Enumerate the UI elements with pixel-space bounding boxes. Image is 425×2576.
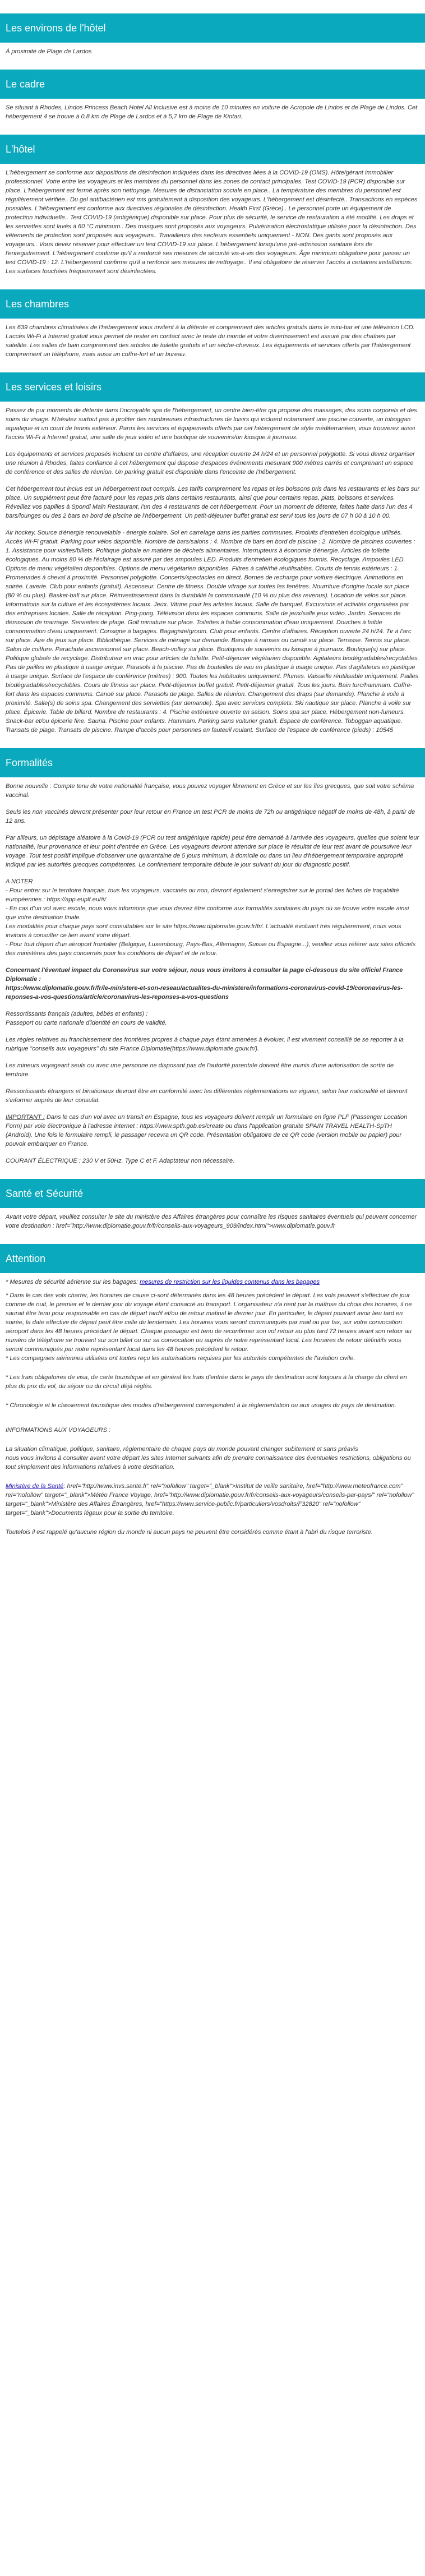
formalites-para-10 [6,1113,419,1149]
attention-para-7 [6,1482,419,1518]
attention-para-8: Toutefois il est rappelé qu'aucune région du monde ni aucun pays ne peuvent être considérés comme étant à l'abri du risque terroriste. [6,1529,373,1536]
formalites-para-1: Bonne nouvelle : Compte tenu de votre nationalité française, vous pouvez voyager librement en Grèce et sur les îles grecques, que soit votre schéma vaccinal. [6,783,416,799]
important-label: IMPORTANT : [6,1114,45,1121]
section-body-cadre [0,99,425,135]
attention-para-3: * Les frais obligatoires de visa, de carte touristique et en général les frais d'entrée dans le pays de destination sont toujours à la charge du client en plus du prix du vol, du séjour ou du circuit déjà réglés. [6,1374,409,1390]
section-header-sante: Santé et Sécurité [0,1179,425,1208]
services-para-4: Air hockey. Source d'énergie renouvelable - énergie solaire. Sol en carrelage dans les parties communes. Produits d'entretien écologique utilisés. Accès Wi-Fi gratuit. Parking pour vélos disponible. Nombre de bars/salons : 4. Nombre de bars en bord de piscine : 2. Nombre de piscines couvertes : 1. Assistance pour visites/billets. Politique globale en matière de déchets alimentaires. Interrupteurs à économie d'énergie. Articles de toilette écologiques. Au moins 80 % de l'éclairage est assuré par des ampoules LED. Produits d'entretien écologiques fournis. Recyclage. Ampoules LED. Options de menu végétalien disponibles. Options de menu végétarien disponibles. Filtres à café/thé réutilisables. Courts de tennis extérieurs : 1. Promenades à cheval à proximité. Personnel polyglotte. Concerts/spectacles en direct. Bornes de recharge pour voiture électrique. Animations en soirée. Laverie. Club pour enfants (gratuit). Ascenseur. Centre de fitness. Double vitrage sur toutes les fenêtres. Nourriture d'origine locale sur place (80 % ou plus). Basket-ball sur place. Réinvestissement dans la durabilité la communauté (10 % ou plus des revenus). Location de vélos sur place. Informations sur la culture et les écosystèmes locaux. Jeux. Vitrine pour les artistes locaux. Salle de banquet. Excursions et activités organisées par des entreprises locales. Salle de réception. Ping-pong. Télévision dans les espaces communs. Salle de jeux/salle jeux vidéo. Jardin. Services de démission de marriage. Serviettes de plage. Golf miniature sur place. Toilettes à faible consommation d'eau uniquement. Douches à faible consommation d'eau uniquement. Consigne à bagages. Bagagiste/groom. Club pour enfants. Centre d'affaires. Réception ouverte 24 h/24. Tir à l'arc sur place. Aire de jeux sur place. Bibliothèque. Services de ménage sur demande. Banque à ramses ou canoë sur place. Terrasse. Tennis sur place. Salon de coiffure. Parachute ascensionnel sur place. Beach-volley sur place. Boutiques de souvenirs ou kiosque à journaux. Boutique(s) sur place. Politique globale de recyclage. Distributeur en vrac pour articles de toilette. Petit-déjeuner végétarien disponible. Agitateurs biodégradables/recyclables. Pas de pailles en plastique à usage unique. Parasols à la piscine. Pas de bouteilles de eau en plastique à usage unique. Pas d'agitateurs en plastique à usage unique. Surface de l'espace de conférence (mètres) : 900. Toutes les habitudes uniquement. Plumes. Vaisselle réutilisable uniquement. Pailles biodégradables/recyclables. Cours de fitness sur place. Petit-déjeuner buffet gratuit. Petit-déjeuner gratuit. Tous les jours. Bain turc/hammam. Coffre-fort dans les espaces communs. Canoë sur place. Parasols de plage. Salles de réunion. Changement des draps (sur demande). Planche à voile à proximité. Salle(s) de soins spa. Changement des serviettes (sur demande). Spa avec services complets. Ski nautique sur place. Planche à voile sur place. Épicerie. Table de billard. Nombre de restaurants : 4. Piscine extérieure ouverte en saison. Soins spa sur place. Hébergement non-fumeurs. Snack-bar et/ou épicerie fine. Sauna. Piscine pour enfants. Hammam. Parking sans voiturier gratuit. Espace de conférence. Toboggan aquatique. Transats de plage. Transats de piscine. Rampe d'accès pour personnes en fauteuil roulant. Surface de l'espace de conférence (pieds) : 10545 [6,529,421,734]
attention-para-4: * Chronologie et le classement touristique des modes d'hébergement correspondent à la réglementation ou aux usages du pays de destination. [6,1402,396,1409]
formalites-para-6: Ressortissants français (adultes, bébés et enfants) : Passeport ou carte nationale d'identité en cours de validité. [6,1011,167,1026]
section-body-hotel [0,164,425,289]
formalites-para-8: Les mineurs voyageant seuls ou avec une personne ne disposant pas de l'autorité parentale doivent être munis d'une autorisation de sortie de territoire. [6,1062,396,1078]
section-body-chambres [0,319,425,372]
formalites-para-2: Seuls les non vaccinés devront présenter pour leur retour en France un test PCR de moins de 72h ou antigénique négatif de moins de 48h, à partir de 12 ans. [6,809,417,824]
formalites-para-4: A NOTER - Pour entrer sur le territoire français, tous les voyageurs, vaccinés ou non, devront également s'enregistrer sur le portail des fiches de traçabilité européennes : https://app.euplf.eu/#/ - En cas d'un vol avec escale, nous vous informons que vous devrez être conforme aux formalités sanitaires du pays où se trouve votre escale ainsi que votre destination finale. Les modalités pour chaque pays sont consultables sur le site https://www.diplomatie.gouv.fr/fr/. L'actualité évoluant très régulièrement, nous vous invitons à consulter ce lien avant votre départ. - Pour tout départ d'un aéroport frontalier (Belgique, Luxembourg, Pays-Bas, Allemagne, Suisse ou Espagne...), veuillez vous référer aux sites officiels des ministères des pays concernés pour les conditions de départ et de retour. [6,878,416,957]
attention-para-2: * Dans le cas des vols charter, les horaires de cause ci-sont déterminés dans les 48 heures précédent le départ. Les vols peuvent s'effectuer de jour comme de nuit, le premier et le dernier jour du voyage étant consacré au transport. L'organisateur n'a rient par la maîtrise du choix des horaires, il ne saurait être tenu pour responsable en cas de départ tardif et/ou de retour matinal le dernier jour. En particulier, le départ pouvant avoir lieu tard en soirée, la date effective de départ peut être celle du lendemain. Les horaires vous seront communiqués par mail ou par fax, sur votre convocation aéroport dans les 48 heures précédant le départ. Chaque passager est tenu de reconfirmer son vol retour au plus tard 72 heures avant son retour au numéro de téléphone se trouvant sur son billet ou sur sa convocation ou auprès de notre représentant local. Les horaires de retour définitifs vous seront communiqués par notre représentant local dans les 48 heures précédent le retour. * Les compagnies aériennes utilisées ont toutes reçu les autorisations requises par les autorités compétentes de l'aviation civile. [6,1292,412,1362]
formalites-para-3: Par ailleurs, un dépistage aléatoire à la Covid-19 (PCR ou test antigénique rapide) peut être demandé à l'arrivée des voyageurs, quelles que soient leur nationalité, leur provenance et leur point d'entrée en Grèce. Les voyageurs devront attendre sur place le résultat de leur test avant de poursuivre leur voyage. Tout test positif implique d'observer une quarantaine de 5 jours minimum, à domicile ou dans un lieu d'hébergement temporaire approprié indiqué par les autorités grecques compétentes. Le confinement temporaire débute le jour suivant du jour du diagnostic positif. [6,835,421,868]
sante-para-1: Avant votre départ, veuillez consulter le site du ministère des Affaires étrangères pour connaître les risques sanitaires éventuels qui peuvent concerner votre destination : href="http://www.diplomatie.gouv.fr/fr/conseils-aux-voyageurs_909/index.html">www.diplomatie.gouv.fr [6,1214,419,1229]
attention-p7-text: : href="http://www.invs.sante.fr" rel="nofollow" target="_blank">Institut de veille sanitaire, href="http://www.meteofrance.com" rel="nofollow" target="_blank">Météo France Voyage, href="http://www.diplomatie.gouv.fr/fr/conseils-aux-voyageurs/conseils-par-pays/" rel="nofollow" target="_blank">Ministère des Affaires Étrangères, href="https://www.service-public.fr/particuliers/vosdroits/F32820" rel="nofollow" target="_blank">Documents légaux pour la sortie du territoire. [6,1483,416,1517]
section-body-sante [0,1208,425,1244]
section-body-formalites [0,777,425,1179]
important-text: Dans le cas d'un vol avec un transit en Espagne, tous les voyageurs doivent remplir un formulaire en ligne PLF (Passenger Location Form) par voie électronique à l'adresse internet : https://www.spth.gob.es/create ou dans l'application gratuite SPAIN TRAVEL HEALTH-SpTH (Android). Une fois le formulaire rempli, le passager recevra un QR code. Présentation obligatoire de ce QR code (version mobile ou papier) pour pouvoir embarquer en France. [6,1114,409,1148]
services-para-3: Cet hébergement tout inclus est un hébergement tout compris. Les tarifs comprennent les repas et les boissons pris dans les restaurants et les bars sur place. Un supplément peut être facturé pour les repas pris dans certains restaurants, ainsi que pour certains repas, plats, boissons et services. Réveillez vos papilles à Spondi Main Restaurant, l'un des 4 restaurants de cet hébergement. Pour un moment de détente, faites halte dans l'un des 4 bars/lounges ou des 2 bars en bord de piscine de l'hébergement. Un petit-déjeuner buffet gratuit est servi tous les jours de 07 h 00 à 10 h 00. [6,486,422,519]
section-header-environs: Les environs de l'hôtel [0,13,425,43]
environs-text: À proximité de Plage de Lardos [6,48,92,55]
cadre-text: Se situant à Rhodes, Lindos Princess Beach Hotel All Inclusive est à moins de 10 minutes en voiture de Acropole de Lindos et de Plage de Lindos. Cet hébergement 4 se trouve à 0,8 km de Plage de Lardos et à 5,7 km de Plage de Kiotari. [6,104,419,120]
formalites-para-11: COURANT ÉLECTRIQUE : 230 V et 50Hz. Type C et F. Adaptateur non nécessaire. [6,1158,235,1164]
section-header-hotel: L'hôtel [0,135,425,164]
section-header-cadre: Le cadre [0,70,425,99]
attention-para-6: La situation climatique, politique, sanitaire, réglementaire de chaque pays du monde pouvant changer subitement et sans préavis nous vous invitons à consulter avant votre départ les sites Internet suivants afin de prendre connaissance des éventuelles restrictions, obligations ou tout simplement des informations relatives à votre destination. [6,1446,411,1471]
attention-para-5: INFORMATIONS AUX VOYAGEURS : [6,1427,111,1434]
formalites-para-5: Concernant l'éventuel impact du Coronavirus sur votre séjour, nous vous invitons à consulter la page ci-dessous du site officiel France Diplomatie : https://www.diplomatie.gouv.fr/fr/le-ministere-et-son-reseau/actualites-du-ministere/informations-coronavirus-covid-19/coronavirus-les-reponses-a-vos-questions/article/coronavirus-les-reponses-a-vos-questions [6,967,403,1001]
section-header-services: Les services et loisirs [0,372,425,402]
page-root [0,13,425,1550]
hotel-text: L'hébergement se conforme aux dispositions de désinfection indiquées dans les directives liées à la COVID-19 (OMS). Hôte/gérant immobilier professionnel. Votre entre les voyageurs et les membres du personnel dans les zones de contact principales. Test COVID-19 (PCR) disponible sur place. L'hébergement est fermé après son nettoyage. Mesures de distanciation sociale en place.. La température des membres du personnel est régulièrement vérifiée.. Du gel antibactérien est mis gratuitement à disposition des voyageurs. L'hébergement est désinfecté.. Transactions en espèces possibles. L'hébergement est conforme aux directives régionales de désinfection. Health First (Grèce).. Le personnel porte un équipement de protection individuelle.. Test COVID-19 (antigénique) disponible sur place. Pour plus de sécurité, le service de restauration a été modifié. Les draps et les serviettes sont lavés à 60 °C minimum.. Des masques sont proposés aux voyageurs. Pulvérisation électrostatique utilisée pour la désinfection. Des vêtements de protection sont proposés aux voyageurs.. Travailleurs des secteurs essentiels uniquement - NON. Des gants sont proposés aux voyageurs.. Vous devez réserver pour effectuer un test COVID-19 sur place. L'hébergement lorsqu'une pré-admission sanitaire lors de l'enregistrement. L'hébergement confirme qu'il a renforcé ses mesures de sécurité vis-à-vis des voyageurs. Âge minimum obligatoire pour passer un test COVID-19 : 12. L'hébergement confirme qu'il a renforcé ses mesures de nettoyage.. Il est obligatoire de réserver l'accès à certaines installations. Les surfaces touchées fréquemment sont désinfectées. [6,169,419,275]
section-header-formalites: Formalités [0,748,425,777]
attention-para-1 [6,1278,419,1287]
services-para-1: Passez de pur moments de détente dans l'incroyable spa de l'hébergement, un centre bien-être qui propose des massages, des soins corporels et des soins du visage. N'hésitez surtout pas à profiter des nombreuses infrastructures de loisirs qui incluent notamment une piscine couverte, un toboggan aquatique et un court de tennis extérieur. Parmi les services et équipements offerts par cet hébergement de style méditerranéen, vous trouverez aussi l'accès Wi-Fi à Internet gratuit, une salle de jeux vidéo et une boutique de souvenirs/un kiosque à journaux. [6,407,419,441]
chambres-text: Les 639 chambres climatisées de l'hébergement vous invitent à la détente et comprennent des articles gratuits dans le mini-bar et une télévision LCD. Laccès Wi-Fi à Internet gratuit vous permet de rester en contact avec le reste du monde et votre divertissement est assuré par des chaînes par satellite. Les salles de bain comprennent des articles de toilette gratuits et un sèche-cheveux. Les équipements et services offerts par l'hébergement comprennent un téléphone, mais aussi un coffre-fort et un bureau. [6,324,417,358]
formalites-para-9: Ressortissants étrangers et binationaux devront être en conformité avec les différentes réglementations en vigueur, selon leur nationalité et devront s'informer auprès de leur consulat. [6,1088,409,1104]
section-body-attention [0,1273,425,1550]
liquids-restriction-link[interactable]: mesures de restriction sur les liquides contenus dans les bagages [140,1279,320,1285]
section-header-chambres: Les chambres [0,289,425,319]
attention-p1-text: * Mesures de sécurité aérienne sur les bagages: [6,1279,140,1285]
formalites-para-7: Les règles relatives au franchissement des frontières propres à chaque pays étant amenées à évoluer, il est vivement conseillé de se reporter à la rubrique "conseils aux voyageurs" du site France Diplomatie(https://www.diplomatie.gouv.fr/). [6,1036,405,1052]
section-body-environs [0,43,425,70]
section-body-services [0,402,425,748]
services-para-2: Les équipements et services proposés incluent un centre d'affaires, une réception ouverte 24 h/24 et un personnel polyglotte. Si vous devez organiser une réunion à Rhodes, faites confiance à cet hébergement qui dispose d'espaces événements mesurant 900 mètres carrés et comprenant un espace de conférence et des salles de réunion. Un parking gratuit est disponible dans l'enceinte de l'hébergement. [6,451,417,476]
ministere-sante-link[interactable]: Ministère de la Santé [6,1483,64,1490]
section-header-attention: Attention [0,1244,425,1273]
